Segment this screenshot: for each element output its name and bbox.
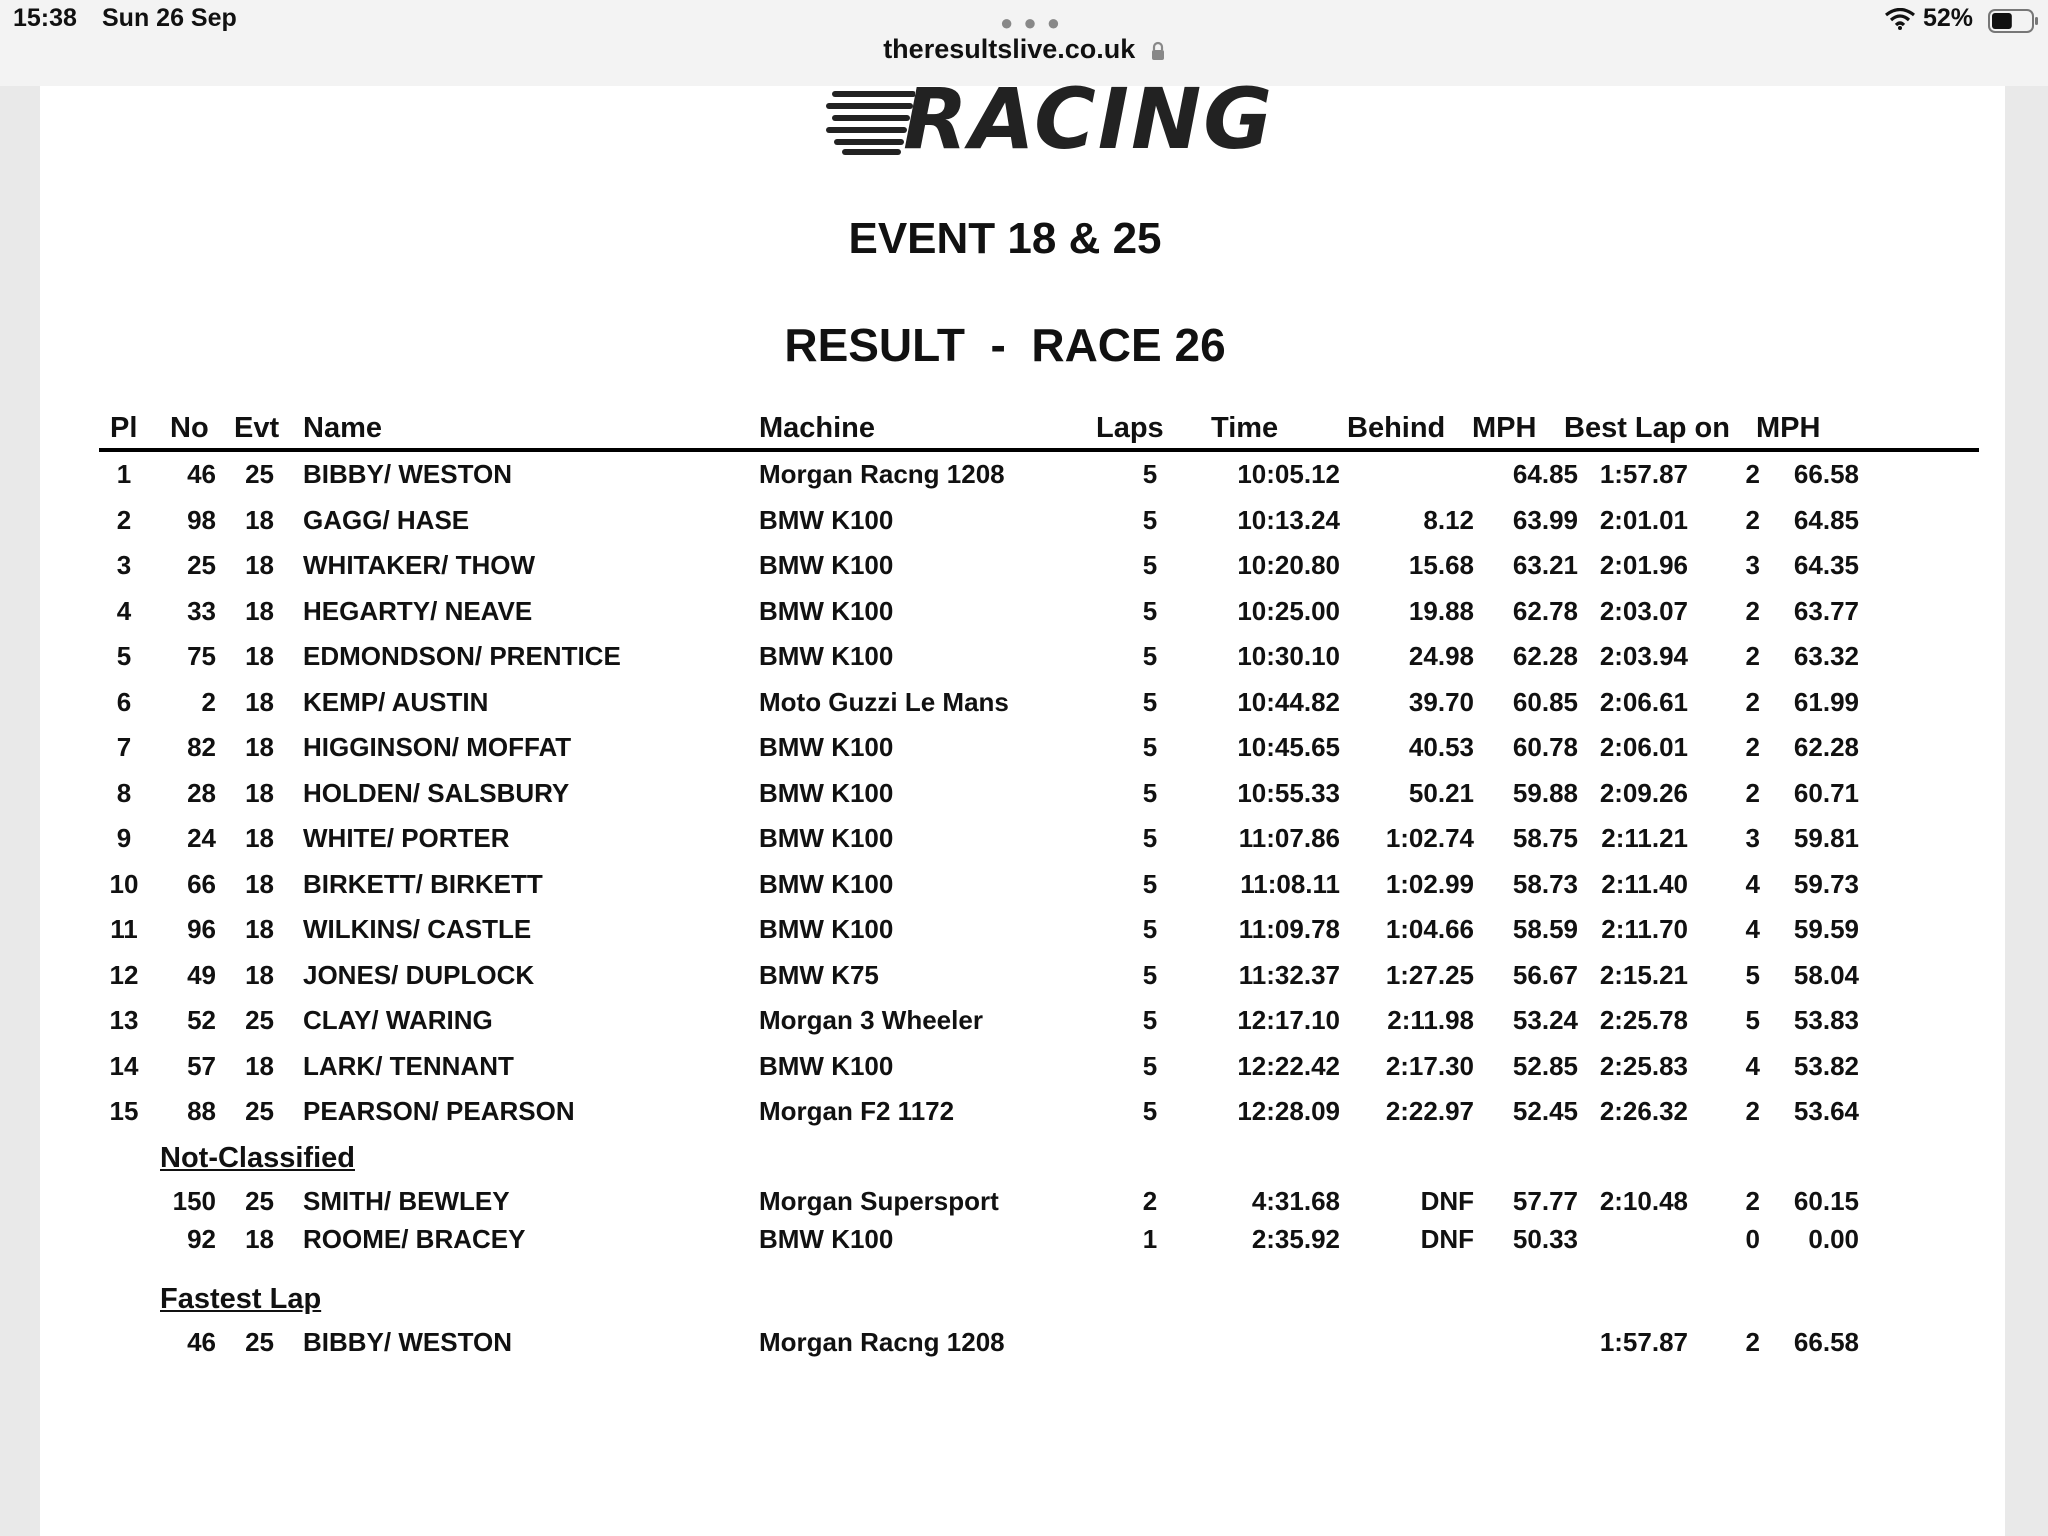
cell-best-lap: 2:26.32 <box>1599 1096 1688 1126</box>
cell-pl: 15 <box>109 1096 139 1126</box>
cell-name: HOLDEN/ SALSBURY <box>303 777 570 808</box>
logo-text: RACING <box>903 70 1275 168</box>
cell-mph: 64.85 <box>1512 459 1578 489</box>
cell-name: BIBBY/ WESTON <box>303 459 512 489</box>
cell-evt: 18 <box>245 686 274 717</box>
cell-machine: BMW K100 <box>759 1224 894 1254</box>
cell-lap-on: 3 <box>1745 823 1760 853</box>
header-evt: Evt <box>234 412 280 444</box>
table-row <box>40 1224 2005 1264</box>
cell-evt: 18 <box>245 550 274 580</box>
cell-no: 33 <box>187 595 216 626</box>
table-row <box>40 914 2005 954</box>
cell-name: WHITE/ PORTER <box>303 823 510 853</box>
table-header <box>40 412 2005 452</box>
lock-icon <box>1151 41 1165 61</box>
cell-lap-on: 2 <box>1745 595 1760 626</box>
racing-logo <box>825 70 1275 168</box>
cell-evt: 18 <box>245 914 274 944</box>
cell-behind: 2:17.30 <box>1385 1050 1474 1081</box>
cell-laps: 5 <box>1142 959 1158 990</box>
header-mph: MPH <box>1472 412 1537 444</box>
cell-machine: BMW K100 <box>759 777 894 808</box>
table-row <box>40 687 2005 727</box>
cell-mph: 56.67 <box>1512 959 1578 990</box>
cell-best-mph: 62.28 <box>1793 732 1859 762</box>
cell-best-lap: 2:10.48 <box>1599 1186 1688 1216</box>
cell-best-mph: 60.71 <box>1793 777 1859 808</box>
cell-lap-on: 4 <box>1745 914 1760 944</box>
cell-name: KEMP/ AUSTIN <box>303 686 489 717</box>
cell-evt: 18 <box>245 504 274 535</box>
cell-machine: Morgan Supersport <box>759 1186 999 1216</box>
cell-pl: 3 <box>116 550 132 580</box>
header-time: Time <box>1211 412 1279 444</box>
header-divider <box>99 448 1979 452</box>
cell-name: JONES/ DUPLOCK <box>303 959 535 990</box>
cell-best-mph: 58.04 <box>1793 959 1859 990</box>
cell-machine: BMW K100 <box>759 1050 894 1081</box>
cell-time: 12:17.10 <box>1237 1005 1340 1035</box>
cell-behind: 15.68 <box>1408 550 1474 580</box>
cell-machine: BMW K100 <box>759 641 894 671</box>
cell-best-lap: 2:03.07 <box>1599 595 1688 626</box>
cell-machine: Morgan Racng 1208 <box>759 1327 1005 1357</box>
cell-best-mph: 61.99 <box>1793 686 1859 717</box>
event-title: EVENT 18 & 25 <box>848 214 1162 263</box>
cell-no: 28 <box>187 777 216 808</box>
cell-evt: 18 <box>245 868 274 899</box>
cell-time: 11:07.86 <box>1238 823 1340 853</box>
not-classified-heading: Not-Classified <box>160 1142 355 1174</box>
cell-laps: 5 <box>1142 914 1158 944</box>
url-text: theresultslive.co.uk <box>883 34 1136 64</box>
cell-best-lap: 2:03.94 <box>1599 641 1688 671</box>
cell-time: 10:45.65 <box>1237 732 1340 762</box>
cell-laps: 5 <box>1142 550 1158 580</box>
table-row <box>40 1005 2005 1045</box>
table-row <box>40 596 2005 636</box>
cell-no: 98 <box>187 504 216 535</box>
cell-lap-on: 5 <box>1745 1005 1760 1035</box>
cell-pl: 12 <box>109 959 139 990</box>
cell-lap-on: 2 <box>1745 1186 1760 1216</box>
table-row <box>40 1051 2005 1091</box>
cell-pl: 5 <box>116 641 132 671</box>
cell-name: GAGG/ HASE <box>303 504 470 535</box>
header-laps: Laps <box>1096 412 1164 444</box>
cell-lap-on: 2 <box>1745 1327 1760 1357</box>
cell-lap-on: 2 <box>1745 641 1760 671</box>
cell-lap-on: 0 <box>1745 1224 1760 1254</box>
cell-machine: Morgan F2 1172 <box>759 1096 955 1126</box>
cell-best-mph: 53.82 <box>1793 1050 1859 1081</box>
cell-evt: 18 <box>245 595 274 626</box>
cell-evt: 18 <box>245 823 274 853</box>
cell-behind: 24.98 <box>1408 641 1474 671</box>
wifi-icon <box>1885 8 1915 30</box>
cell-mph: 58.75 <box>1512 823 1578 853</box>
cell-mph: 62.28 <box>1512 641 1578 671</box>
header-no: No <box>170 412 209 444</box>
cell-no: 88 <box>187 1096 216 1126</box>
cell-pl: 13 <box>109 1005 139 1035</box>
cell-time: 12:22.42 <box>1237 1050 1340 1081</box>
header-name: Name <box>303 412 382 444</box>
cell-best-lap: 1:57.87 <box>1599 459 1688 489</box>
cell-evt: 25 <box>245 1005 274 1035</box>
cell-behind: 40.53 <box>1408 732 1474 762</box>
address-bar[interactable] <box>0 34 2048 65</box>
cell-no: 2 <box>201 686 216 717</box>
cell-no: 96 <box>187 914 216 944</box>
cell-behind: 39.70 <box>1408 686 1474 717</box>
cell-laps: 5 <box>1142 686 1158 717</box>
table-row <box>40 459 2005 499</box>
cell-name: BIRKETT/ BIRKETT <box>303 868 543 899</box>
cell-best-mph: 63.32 <box>1793 641 1859 671</box>
table-row <box>40 1186 2005 1226</box>
cell-behind: 1:04.66 <box>1385 914 1474 944</box>
cell-best-mph: 66.58 <box>1793 1327 1859 1357</box>
cell-machine: BMW K100 <box>759 868 894 899</box>
cell-time: 10:20.80 <box>1237 550 1340 580</box>
header-behind: Behind <box>1347 412 1446 444</box>
cell-best-mph: 59.73 <box>1793 868 1859 899</box>
cell-best-lap: 2:11.21 <box>1601 823 1688 853</box>
cell-no: 52 <box>187 1005 216 1035</box>
header-pl: Pl <box>110 412 138 444</box>
cell-laps: 5 <box>1142 868 1158 899</box>
cell-mph: 62.78 <box>1512 595 1578 626</box>
cell-evt: 18 <box>245 1224 274 1254</box>
cell-lap-on: 3 <box>1745 550 1760 580</box>
table-row <box>40 505 2005 545</box>
cell-best-lap: 2:01.01 <box>1599 504 1688 535</box>
cell-best-lap: 2:01.96 <box>1599 550 1688 580</box>
cell-pl: 9 <box>116 823 132 853</box>
cell-machine: BMW K100 <box>759 504 894 535</box>
cell-no: 49 <box>187 959 216 990</box>
header-best-lap-on: Best Lap on <box>1564 412 1730 444</box>
cell-pl: 8 <box>116 777 132 808</box>
cell-mph: 60.85 <box>1512 686 1578 717</box>
cell-behind: 19.88 <box>1408 595 1474 626</box>
cell-behind: 1:02.74 <box>1385 823 1474 853</box>
cell-name: HIGGINSON/ MOFFAT <box>303 732 572 762</box>
cell-laps: 1 <box>1142 1224 1158 1254</box>
cell-laps: 5 <box>1142 1096 1158 1126</box>
cell-lap-on: 5 <box>1745 959 1760 990</box>
cell-best-lap: 2:09.26 <box>1599 777 1688 808</box>
cell-lap-on: 2 <box>1745 504 1760 535</box>
cell-pl: 2 <box>116 504 132 535</box>
cell-time: 11:32.37 <box>1238 959 1340 990</box>
cell-lap-on: 4 <box>1745 868 1760 899</box>
cell-name: EDMONDSON/ PRENTICE <box>303 641 621 671</box>
status-time: 15:38 <box>13 4 77 32</box>
cell-laps: 5 <box>1142 732 1158 762</box>
table-row <box>40 960 2005 1000</box>
cell-best-mph: 59.59 <box>1793 914 1859 944</box>
cell-best-mph: 64.85 <box>1793 504 1859 535</box>
table-row <box>40 778 2005 818</box>
cell-pl: 10 <box>109 868 139 899</box>
cell-machine: BMW K100 <box>759 914 894 944</box>
cell-no: 92 <box>187 1224 216 1254</box>
cell-pl: 1 <box>116 459 132 489</box>
cell-evt: 18 <box>245 1050 274 1081</box>
cell-laps: 2 <box>1142 1186 1158 1216</box>
cell-time: 4:31.68 <box>1251 1186 1340 1216</box>
table-row <box>40 1096 2005 1136</box>
cell-machine: Moto Guzzi Le Mans <box>759 686 1009 717</box>
cell-no: 150 <box>172 1186 216 1216</box>
cell-behind: DNF <box>1420 1186 1474 1216</box>
header-machine: Machine <box>759 412 876 444</box>
cell-mph: 63.99 <box>1512 504 1578 535</box>
cell-name: WHITAKER/ THOW <box>303 550 536 580</box>
cell-name: CLAY/ WARING <box>303 1005 493 1035</box>
cell-time: 12:28.09 <box>1237 1096 1340 1126</box>
cell-best-lap: 1:57.87 <box>1599 1327 1688 1357</box>
table-row <box>40 823 2005 863</box>
cell-evt: 18 <box>245 732 274 762</box>
cell-laps: 5 <box>1142 1050 1158 1081</box>
cell-time: 2:35.92 <box>1251 1224 1340 1254</box>
cell-pl: 14 <box>109 1050 139 1081</box>
cell-laps: 5 <box>1142 504 1158 535</box>
cell-no: 75 <box>187 641 216 671</box>
cell-time: 10:55.33 <box>1237 777 1340 808</box>
cell-lap-on: 2 <box>1745 732 1760 762</box>
cell-name: WILKINS/ CASTLE <box>303 914 532 944</box>
cell-best-mph: 60.15 <box>1793 1186 1859 1216</box>
cell-time: 10:13.24 <box>1237 504 1340 535</box>
cell-best-lap: 2:15.21 <box>1599 959 1688 990</box>
cell-no: 57 <box>187 1050 216 1081</box>
cell-time: 10:05.12 <box>1237 459 1340 489</box>
results-page <box>40 70 2005 1536</box>
cell-behind: 2:11.98 <box>1387 1005 1474 1035</box>
cell-best-mph: 59.81 <box>1793 823 1859 853</box>
cell-no: 24 <box>187 823 216 853</box>
speed-lines-icon <box>825 88 915 158</box>
cell-name: HEGARTY/ NEAVE <box>303 595 533 626</box>
cell-pl: 4 <box>116 595 132 626</box>
cell-laps: 5 <box>1142 595 1158 626</box>
fastest-lap-heading: Fastest Lap <box>160 1283 322 1315</box>
cell-best-mph: 53.83 <box>1793 1005 1859 1035</box>
cell-evt: 25 <box>245 1096 274 1126</box>
table-row <box>40 641 2005 681</box>
cell-best-lap: 2:06.61 <box>1599 686 1688 717</box>
cell-no: 82 <box>187 732 216 762</box>
cell-laps: 5 <box>1142 459 1158 489</box>
cell-pl: 6 <box>116 686 132 717</box>
header-best-mph: MPH <box>1756 412 1821 444</box>
cell-evt: 25 <box>245 1186 274 1216</box>
cell-mph: 59.88 <box>1512 777 1578 808</box>
cell-name: LARK/ TENNANT <box>303 1050 514 1081</box>
cell-mph: 60.78 <box>1512 732 1578 762</box>
cell-mph: 53.24 <box>1512 1005 1578 1035</box>
cell-evt: 25 <box>245 1327 274 1357</box>
cell-mph: 57.77 <box>1512 1186 1578 1216</box>
cell-best-lap: 2:11.70 <box>1601 914 1688 944</box>
cell-best-mph: 53.64 <box>1793 1096 1859 1126</box>
table-row <box>40 550 2005 590</box>
cell-laps: 5 <box>1142 777 1158 808</box>
cell-laps: 5 <box>1142 1005 1158 1035</box>
cell-best-mph: 66.58 <box>1793 459 1859 489</box>
cell-best-lap: 2:06.01 <box>1599 732 1688 762</box>
cell-name: PEARSON/ PEARSON <box>303 1096 575 1126</box>
cell-no: 25 <box>187 550 216 580</box>
cell-name: SMITH/ BEWLEY <box>303 1186 510 1216</box>
status-date: Sun 26 Sep <box>102 4 237 32</box>
cell-behind: DNF <box>1420 1224 1474 1254</box>
cell-evt: 18 <box>245 777 274 808</box>
cell-mph: 50.33 <box>1512 1224 1578 1254</box>
cell-time: 10:44.82 <box>1237 686 1340 717</box>
cell-mph: 52.45 <box>1512 1096 1578 1126</box>
cell-behind: 1:27.25 <box>1385 959 1474 990</box>
cell-mph: 52.85 <box>1512 1050 1578 1081</box>
cell-evt: 18 <box>245 959 274 990</box>
cell-machine: Morgan 3 Wheeler <box>759 1005 983 1035</box>
cell-no: 46 <box>187 459 216 489</box>
cell-machine: Morgan Racng 1208 <box>759 459 1005 489</box>
cell-time: 11:08.11 <box>1240 868 1340 899</box>
cell-lap-on: 2 <box>1745 1096 1760 1126</box>
cell-best-mph: 63.77 <box>1793 595 1859 626</box>
cell-mph: 58.73 <box>1512 868 1578 899</box>
cell-behind: 2:22.97 <box>1385 1096 1474 1126</box>
result-title: RESULT - RACE 26 <box>784 319 1226 371</box>
cell-machine: BMW K100 <box>759 595 894 626</box>
cell-machine: BMW K100 <box>759 823 894 853</box>
cell-mph: 63.21 <box>1512 550 1578 580</box>
cell-laps: 5 <box>1142 641 1158 671</box>
cell-best-lap: 2:11.40 <box>1601 868 1688 899</box>
cell-behind: 8.12 <box>1423 504 1474 535</box>
cell-name: ROOME/ BRACEY <box>303 1224 526 1254</box>
cell-pl: 11 <box>110 914 138 944</box>
table-row <box>40 1327 2005 1367</box>
cell-lap-on: 4 <box>1745 1050 1760 1081</box>
cell-best-mph: 64.35 <box>1793 550 1859 580</box>
cell-best-lap: 2:25.83 <box>1599 1050 1688 1081</box>
cell-evt: 18 <box>245 641 274 671</box>
cell-machine: BMW K100 <box>759 732 894 762</box>
cell-evt: 25 <box>245 459 274 489</box>
cell-best-lap: 2:25.78 <box>1599 1005 1688 1035</box>
table-row <box>40 869 2005 909</box>
battery-percent: 52% <box>1923 4 1974 32</box>
cell-pl: 7 <box>116 732 132 762</box>
cell-behind: 50.21 <box>1408 777 1474 808</box>
cell-behind: 1:02.99 <box>1385 868 1474 899</box>
cell-time: 11:09.78 <box>1238 914 1340 944</box>
cell-no: 66 <box>187 868 216 899</box>
cell-no: 46 <box>187 1327 216 1357</box>
cell-time: 10:30.10 <box>1237 641 1340 671</box>
multitasking-dots-icon[interactable]: ● ● ● <box>1000 10 1063 35</box>
cell-mph: 58.59 <box>1512 914 1578 944</box>
cell-laps: 5 <box>1142 823 1158 853</box>
cell-machine: BMW K75 <box>759 959 879 990</box>
cell-lap-on: 2 <box>1745 686 1760 717</box>
cell-name: BIBBY/ WESTON <box>303 1327 512 1357</box>
cell-lap-on: 2 <box>1745 459 1760 489</box>
cell-time: 10:25.00 <box>1237 595 1340 626</box>
cell-best-mph: 0.00 <box>1808 1224 1859 1254</box>
battery-icon <box>1988 9 2040 33</box>
cell-machine: BMW K100 <box>759 550 894 580</box>
table-row <box>40 732 2005 772</box>
cell-lap-on: 2 <box>1745 777 1760 808</box>
